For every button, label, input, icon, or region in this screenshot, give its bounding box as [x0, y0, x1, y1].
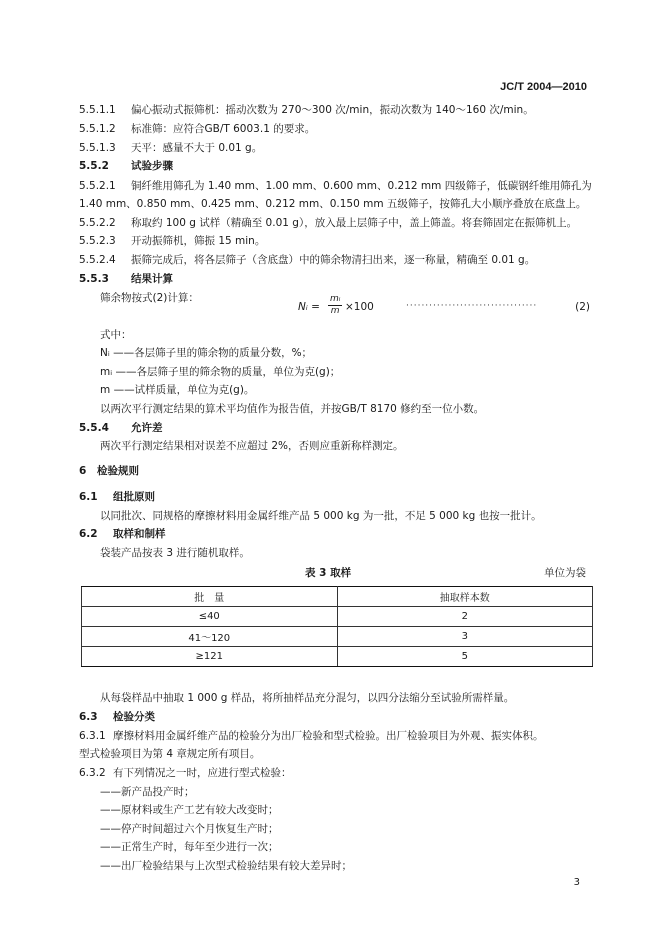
variable-m: m ——试样质量，单位为克(g)。	[100, 384, 255, 396]
cell-batch: 41～120	[82, 627, 338, 647]
table-3-unit: 单位为袋	[544, 567, 586, 579]
clause-text: 称取约 100 g 试样（精确至 0.01 g），放入最上层筛子中，盖上筛盖。将套筛固定在振筛机上。	[131, 217, 578, 229]
clause-5-5-1-3	[79, 140, 262, 155]
where-label: 式中：	[100, 329, 132, 341]
clause-number: 5.5.2.1	[79, 180, 116, 192]
section-6-heading	[79, 463, 139, 478]
heading-6-2	[79, 526, 166, 541]
heading-text: 检验分类	[113, 711, 155, 723]
clause-number: 5.5.1.2	[79, 123, 116, 135]
clause-text: 摩擦材料用金属纤维产品的检验分为出厂检验和型式检验。出厂检验项目为外观、振实体积。	[113, 730, 544, 742]
heading-text: 结果计算	[131, 273, 173, 285]
heading-5-5-2	[79, 158, 173, 173]
list-item: ——原材料或生产工艺有较大改变时；	[100, 804, 279, 816]
column-header-batch: 批 量	[82, 587, 338, 607]
table-3	[81, 586, 593, 667]
formula-rhs: ×100	[345, 301, 374, 313]
table-3-caption: 表 3 取样	[305, 567, 352, 579]
clause-number: 6.3.1	[79, 730, 106, 742]
clause-5-5-2-2	[79, 215, 577, 230]
table-row	[82, 647, 593, 667]
clause-number: 5.5.2.4	[79, 254, 116, 266]
clause-5-5-1-1	[79, 102, 534, 117]
list-item: ——新产品投产时；	[100, 786, 195, 798]
page-number: 3	[573, 877, 580, 888]
heading-5-5-3	[79, 271, 173, 286]
cell-samples: 3	[337, 627, 593, 647]
section-title: 检验规则	[97, 465, 139, 477]
variable-ni: Nᵢ ——各层筛子里的筛余物的质量分数，%；	[100, 347, 313, 359]
clause-number: 5.5.1.3	[79, 142, 116, 154]
cell-batch: ≥121	[82, 647, 338, 667]
heading-6-3	[79, 709, 155, 724]
clause-text: 有下列情况之一时，应进行型式检验：	[113, 767, 292, 779]
clause-number: 5.5.1.1	[79, 104, 116, 116]
table-row	[82, 627, 593, 647]
clause-text: 振筛完成后，将各层筛子（含底盘）中的筛余物清扫出来，逐一称量，精确至 0.01 g。	[131, 254, 536, 266]
heading-5-5-4	[79, 420, 163, 435]
clause-5-5-1-2	[79, 121, 315, 136]
tolerance-text: 两次平行测定结果相对误差不应超过 2%，否则应重新称样测定。	[100, 440, 404, 452]
formula-leader-dots: ··································	[406, 301, 538, 311]
formula-lhs: Nᵢ =	[298, 301, 320, 313]
clause-number: 6.3.2	[79, 767, 106, 779]
clause-number: 5.5.2	[79, 160, 109, 172]
clause-text: 铜纤维用筛孔为 1.40 mm、1.00 mm、0.600 mm、0.212 mm 四级筛子，低碳钢纤维用筛孔为	[131, 180, 592, 192]
clause-text: 偏心振动式振筛机：摇动次数为 270～300 次/min，振动次数为 140～160 次/min。	[131, 104, 534, 116]
clause-5-5-2-3	[79, 233, 265, 248]
clause-text: 天平：感量不大于 0.01 g。	[131, 142, 263, 154]
formula-intro: 筛余物按式(2)计算：	[100, 292, 199, 304]
clause-5-5-2-1	[79, 178, 592, 193]
clause-5-5-2-4	[79, 252, 535, 267]
sample-reduction-text: 从每袋样品中抽取 1 000 g 样品，将所抽样品充分混匀，以四分法缩分至试验所需样量。	[100, 692, 515, 704]
formula-denominator: m	[330, 306, 340, 316]
heading-text: 试验步骤	[131, 160, 173, 172]
clause-5-5-2-1-cont: 1.40 mm、0.850 mm、0.425 mm、0.212 mm、0.150 mm 五级筛子，按筛孔大小顺序叠放在底盘上。	[79, 198, 587, 210]
sampling-text: 袋装产品按表 3 进行随机取样。	[100, 547, 250, 559]
cell-samples: 5	[337, 647, 593, 667]
formula-numerator: mᵢ	[330, 294, 341, 304]
heading-text: 取样和制样	[113, 528, 166, 540]
result-rule: 以两次平行测定结果的算术平均值作为报告值，并按GB/T 8170 修约至一位小数。	[100, 403, 485, 415]
cell-batch: ≤40	[82, 607, 338, 627]
formula-fraction	[328, 294, 342, 317]
formula-2	[298, 294, 590, 324]
clause-number: 6.1	[79, 491, 98, 503]
heading-text: 组批原则	[113, 491, 155, 503]
heading-text: 允许差	[131, 422, 163, 434]
clause-number: 5.5.3	[79, 273, 109, 285]
variable-mi: mᵢ ——各层筛子里的筛余物的质量，单位为克(g)；	[100, 366, 341, 378]
clause-number: 6.3	[79, 711, 98, 723]
section-number: 6	[79, 465, 87, 477]
list-item: ——停产时间超过六个月恢复生产时；	[100, 823, 279, 835]
table-header-row	[82, 587, 593, 607]
batching-text: 以同批次、同规格的摩擦材料用金属纤维产品 5 000 kg 为一批，不足 5 000 kg 也按一批计。	[100, 510, 542, 522]
clause-number: 5.5.4	[79, 422, 109, 434]
list-item: ——出厂检验结果与上次型式检验结果有较大差异时；	[100, 860, 352, 872]
list-item: ——正常生产时，每年至少进行一次；	[100, 841, 279, 853]
clause-number: 6.2	[79, 528, 98, 540]
table-row	[82, 607, 593, 627]
formula-number: (2)	[575, 301, 590, 313]
standard-number: JC/T 2004—2010	[500, 81, 587, 93]
clause-text: 标准筛：应符合GB/T 6003.1 的要求。	[131, 123, 316, 135]
clause-number: 5.5.2.3	[79, 235, 116, 247]
cell-samples: 2	[337, 607, 593, 627]
column-header-samples: 抽取样本数	[337, 587, 593, 607]
clause-6-3-1	[79, 728, 544, 743]
clause-6-3-1-cont: 型式检验项目为第 4 章规定所有项目。	[79, 748, 261, 760]
clause-number: 5.5.2.2	[79, 217, 116, 229]
clause-text: 开动振筛机，筛振 15 min。	[131, 235, 266, 247]
heading-6-1	[79, 489, 155, 504]
clause-6-3-2	[79, 765, 292, 780]
